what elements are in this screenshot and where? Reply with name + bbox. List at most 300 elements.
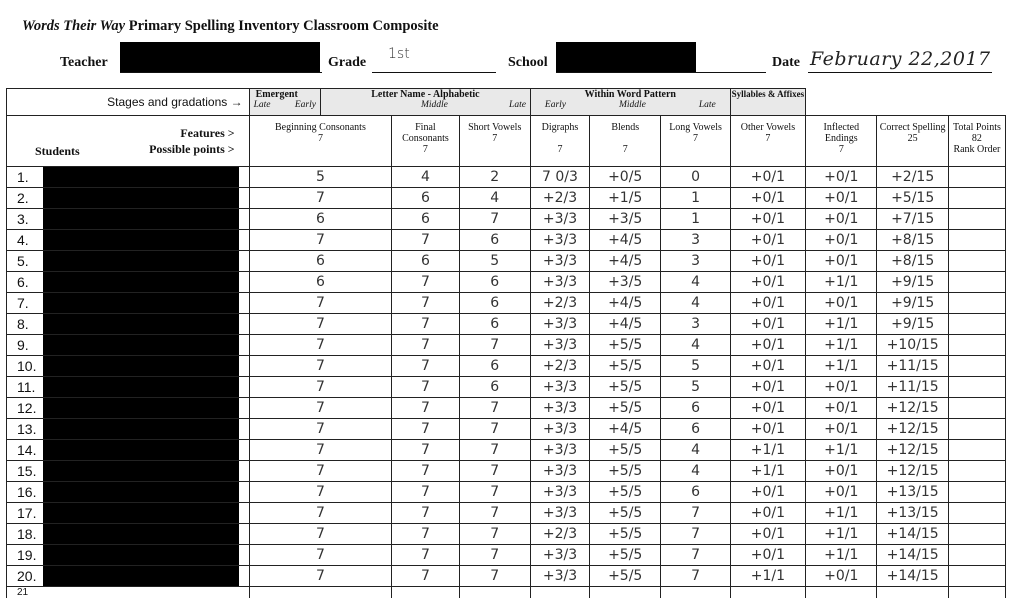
cell-final-consonants: 7: [392, 566, 459, 587]
cell-correct-spelling: +14/15: [877, 545, 948, 566]
cell-correct-spelling: +9/15: [877, 314, 948, 335]
date-value: February 22,2017: [810, 48, 991, 70]
cell-long-vowels: 6: [661, 419, 730, 440]
cell-final-consonants: 7: [392, 377, 459, 398]
cell-blends: +0/5: [590, 167, 661, 188]
row-number: [7, 188, 250, 209]
table-row: [7, 167, 1006, 188]
cell-digraphs: +3/3: [530, 314, 589, 335]
cell-final-consonants: 7: [392, 524, 459, 545]
cell-correct-spelling: +12/15: [877, 440, 948, 461]
cell-short-vowels: 7: [459, 398, 530, 419]
cell-total-points: [948, 398, 1005, 419]
cell-correct-spelling: +9/15: [877, 272, 948, 293]
cell-inflected-endings: +1/1: [806, 545, 877, 566]
row-number-label: 1.: [17, 169, 29, 185]
cell-digraphs: +3/3: [530, 419, 589, 440]
row-number: [7, 440, 250, 461]
feature-final-consonants: Final Consonants 7: [392, 116, 459, 167]
cell-long-vowels: 3: [661, 314, 730, 335]
cell-other-vowels: +0/1: [730, 356, 805, 377]
cell-final-consonants: 7: [392, 503, 459, 524]
cell-total-points: [948, 251, 1005, 272]
school-line: [556, 72, 766, 73]
student-name-redaction: [43, 482, 239, 502]
row-number: [7, 566, 250, 587]
cell-short-vowels: 6: [459, 377, 530, 398]
row-number-label: 13.: [17, 421, 37, 437]
cell-inflected-endings: +0/1: [806, 461, 877, 482]
table-row: [7, 293, 1006, 314]
cell-inflected-endings: +0/1: [806, 482, 877, 503]
stage-within-word: Within Word Pattern Early Middle Late: [530, 89, 730, 116]
table-row: [7, 272, 1006, 293]
cell-blends: +5/5: [590, 356, 661, 377]
gradation: Early: [544, 100, 567, 110]
cell-correct-spelling: +5/15: [877, 188, 948, 209]
table-row: [7, 419, 1006, 440]
table-row: [7, 209, 1006, 230]
grade-value: 1st: [388, 46, 410, 62]
cell-beginning-consonants: 7: [249, 377, 392, 398]
school-redaction: [556, 42, 696, 72]
cell-other-vowels: +1/1: [730, 461, 805, 482]
student-name-redaction: [43, 293, 239, 313]
cell-total-points: [948, 524, 1005, 545]
cell-blends: +5/5: [590, 377, 661, 398]
cell-other-vowels: +0/1: [730, 377, 805, 398]
cell-total-points: [948, 545, 1005, 566]
cell-short-vowels: 7: [459, 545, 530, 566]
table-row: [7, 188, 1006, 209]
cell-correct-spelling: +11/15: [877, 377, 948, 398]
cell-beginning-consonants: 7: [249, 314, 392, 335]
cell-inflected-endings: +1/1: [806, 272, 877, 293]
cell-blends: +5/5: [590, 398, 661, 419]
row-number: [7, 230, 250, 251]
cell-other-vowels: +0/1: [730, 272, 805, 293]
cell-short-vowels: 7: [459, 440, 530, 461]
student-name-redaction: [43, 524, 239, 544]
row-number: 21: [7, 587, 250, 599]
feature-blends: Blends 7: [590, 116, 661, 167]
table-row: [7, 440, 1006, 461]
student-name-redaction: [43, 419, 239, 439]
cell-blends: +5/5: [590, 524, 661, 545]
stages-label: Stages and gradations →: [7, 89, 250, 116]
table-row: [7, 230, 1006, 251]
row-number: [7, 272, 250, 293]
cell-final-consonants: 7: [392, 293, 459, 314]
possible-points-label: Possible points >: [149, 142, 235, 156]
cell-long-vowels: 3: [661, 251, 730, 272]
composite-table: [6, 88, 1006, 598]
cell-beginning-consonants: 7: [249, 482, 392, 503]
cell-inflected-endings: +0/1: [806, 419, 877, 440]
student-name-redaction: [43, 461, 239, 481]
cell-final-consonants: 7: [392, 272, 459, 293]
cell-other-vowels: +0/1: [730, 167, 805, 188]
stage-emergent: Emergent Late Early: [249, 89, 320, 116]
student-name-redaction: [43, 398, 239, 418]
cell-digraphs: +2/3: [530, 188, 589, 209]
cell-short-vowels: 5: [459, 251, 530, 272]
cell-correct-spelling: +13/15: [877, 482, 948, 503]
cell-beginning-consonants: 6: [249, 272, 392, 293]
row-number-label: 3.: [17, 211, 29, 227]
cell-correct-spelling: +10/15: [877, 335, 948, 356]
cell-inflected-endings: +0/1: [806, 251, 877, 272]
cell-correct-spelling: +11/15: [877, 356, 948, 377]
cell-beginning-consonants: 7: [249, 461, 392, 482]
cell-beginning-consonants: 7: [249, 440, 392, 461]
cell-beginning-consonants: 7: [249, 566, 392, 587]
cell-beginning-consonants: 6: [249, 209, 392, 230]
cell-short-vowels: 6: [459, 230, 530, 251]
cell-other-vowels: +0/1: [730, 503, 805, 524]
cell-long-vowels: 7: [661, 545, 730, 566]
teacher-line: [120, 72, 322, 73]
cell-beginning-consonants: 5: [249, 167, 392, 188]
cell-inflected-endings: +0/1: [806, 377, 877, 398]
cell-short-vowels: 4: [459, 188, 530, 209]
cell-digraphs: +3/3: [530, 230, 589, 251]
cell-beginning-consonants: 7: [249, 398, 392, 419]
document-title: [22, 18, 439, 35]
cell-short-vowels: 7: [459, 419, 530, 440]
stages-row: [7, 89, 1006, 116]
student-name-redaction: [43, 314, 239, 334]
cell-correct-spelling: +8/15: [877, 251, 948, 272]
date-line: [808, 72, 992, 73]
cell-blends: +4/5: [590, 230, 661, 251]
student-name-redaction: [43, 356, 239, 376]
student-name-redaction: [43, 503, 239, 523]
cell-total-points: [948, 461, 1005, 482]
cell-long-vowels: 5: [661, 356, 730, 377]
row-number-label: 5.: [17, 253, 29, 269]
cell-total-points: [948, 314, 1005, 335]
student-name-redaction: [43, 377, 239, 397]
student-name-redaction: [43, 230, 239, 250]
cell-correct-spelling: +2/15: [877, 167, 948, 188]
cell-inflected-endings: +0/1: [806, 167, 877, 188]
gradation: Middle: [618, 100, 646, 110]
cell-long-vowels: 1: [661, 209, 730, 230]
cell-blends: +5/5: [590, 503, 661, 524]
cell-other-vowels: +0/1: [730, 188, 805, 209]
cell-other-vowels: +0/1: [730, 545, 805, 566]
row-number-label: 14.: [17, 442, 37, 458]
cell-inflected-endings: +1/1: [806, 314, 877, 335]
table-row: [7, 335, 1006, 356]
cell-total-points: [948, 188, 1005, 209]
cell-final-consonants: 6: [392, 251, 459, 272]
row-number-label: 12.: [17, 400, 37, 416]
cell-digraphs: +3/3: [530, 272, 589, 293]
cell-digraphs: +3/3: [530, 377, 589, 398]
cell-other-vowels: +0/1: [730, 293, 805, 314]
date-label: Date: [772, 55, 800, 70]
cell-short-vowels: 6: [459, 272, 530, 293]
row-number: [7, 335, 250, 356]
student-name-redaction: [43, 272, 239, 292]
cell-digraphs: +3/3: [530, 251, 589, 272]
table-row: [7, 545, 1006, 566]
cell-other-vowels: +0/1: [730, 314, 805, 335]
cell-long-vowels: 4: [661, 440, 730, 461]
cell-beginning-consonants: 7: [249, 356, 392, 377]
cell-other-vowels: +0/1: [730, 209, 805, 230]
cell-digraphs: 7 0/3: [530, 167, 589, 188]
row-number: [7, 482, 250, 503]
row-number-label: 17.: [17, 505, 37, 521]
cell-final-consonants: 7: [392, 335, 459, 356]
grade-line: [372, 72, 496, 73]
cell-long-vowels: 4: [661, 293, 730, 314]
cell-beginning-consonants: 7: [249, 293, 392, 314]
student-name-redaction: [43, 167, 239, 187]
cell-other-vowels: +0/1: [730, 251, 805, 272]
cell-short-vowels: 6: [459, 356, 530, 377]
student-name-redaction: [43, 545, 239, 565]
cell-total-points: [948, 566, 1005, 587]
cell-total-points: [948, 503, 1005, 524]
features-header-cell: [7, 116, 250, 167]
cell-correct-spelling: +12/15: [877, 398, 948, 419]
cell-total-points: [948, 293, 1005, 314]
table-row: [7, 524, 1006, 545]
teacher-redaction: [120, 42, 320, 72]
cell-total-points: [948, 167, 1005, 188]
cell-beginning-consonants: 7: [249, 419, 392, 440]
cell-long-vowels: 7: [661, 524, 730, 545]
cell-short-vowels: 7: [459, 461, 530, 482]
cell-long-vowels: 4: [661, 461, 730, 482]
cell-long-vowels: 4: [661, 335, 730, 356]
cell-inflected-endings: +1/1: [806, 356, 877, 377]
row-number-label: 19.: [17, 547, 37, 563]
cell-correct-spelling: +14/15: [877, 524, 948, 545]
cell-blends: +4/5: [590, 314, 661, 335]
cell-long-vowels: 1: [661, 188, 730, 209]
cell-digraphs: +3/3: [530, 503, 589, 524]
row-number: [7, 377, 250, 398]
row-number-label: 15.: [17, 463, 37, 479]
cell-digraphs: +3/3: [530, 566, 589, 587]
cell-total-points: [948, 272, 1005, 293]
row-number-label: 16.: [17, 484, 37, 500]
cell-final-consonants: 7: [392, 314, 459, 335]
cell-digraphs: +3/3: [530, 482, 589, 503]
table-row: [7, 566, 1006, 587]
cell-short-vowels: 7: [459, 524, 530, 545]
student-name-redaction: [43, 188, 239, 208]
cell-digraphs: +2/3: [530, 356, 589, 377]
school-label: School: [508, 55, 548, 70]
cell-other-vowels: +0/1: [730, 482, 805, 503]
cell-correct-spelling: +12/15: [877, 461, 948, 482]
student-name-redaction: [43, 209, 239, 229]
cell-beginning-consonants: 7: [249, 188, 392, 209]
student-name-redaction: [43, 251, 239, 271]
cell-correct-spelling: +13/15: [877, 503, 948, 524]
cell-beginning-consonants: 7: [249, 545, 392, 566]
cell-inflected-endings: +0/1: [806, 398, 877, 419]
feature-correct-spelling: Correct Spelling 25: [877, 116, 948, 167]
cell-blends: +1/5: [590, 188, 661, 209]
students-label: Students: [35, 144, 80, 158]
stage-syllables: Syllables & Affixes: [730, 89, 805, 116]
table-row: [7, 398, 1006, 419]
cell-long-vowels: 5: [661, 377, 730, 398]
cell-correct-spelling: +7/15: [877, 209, 948, 230]
table-row: [7, 482, 1006, 503]
cell-inflected-endings: +1/1: [806, 335, 877, 356]
gradation: Late: [509, 100, 526, 110]
table-row: [7, 356, 1006, 377]
row-number-label: 11.: [17, 379, 36, 395]
cell-blends: +5/5: [590, 335, 661, 356]
cell-inflected-endings: +1/1: [806, 503, 877, 524]
gradation: Middle: [420, 100, 448, 110]
cell-beginning-consonants: 7: [249, 503, 392, 524]
cell-correct-spelling: +14/15: [877, 566, 948, 587]
table-row: [7, 503, 1006, 524]
row-number-label: 7.: [17, 295, 29, 311]
cell-total-points: [948, 419, 1005, 440]
cell-digraphs: +3/3: [530, 335, 589, 356]
cell-blends: +5/5: [590, 461, 661, 482]
cell-blends: +4/5: [590, 419, 661, 440]
cell-blends: +3/5: [590, 272, 661, 293]
row-number: [7, 398, 250, 419]
cell-blends: +5/5: [590, 440, 661, 461]
cell-short-vowels: 7: [459, 566, 530, 587]
cell-other-vowels: +0/1: [730, 419, 805, 440]
cell-inflected-endings: +0/1: [806, 188, 877, 209]
cell-other-vowels: +1/1: [730, 566, 805, 587]
cell-correct-spelling: +8/15: [877, 230, 948, 251]
cell-total-points: [948, 356, 1005, 377]
student-name-redaction: [43, 335, 239, 355]
cell-total-points: [948, 209, 1005, 230]
cell-blends: +4/5: [590, 293, 661, 314]
feature-beginning-consonants: Beginning Consonants 7: [249, 116, 392, 167]
cell-other-vowels: +1/1: [730, 440, 805, 461]
stage-letter-name: Letter Name - Alphabetic Middle Late: [320, 89, 530, 116]
cell-inflected-endings: +1/1: [806, 440, 877, 461]
cell-final-consonants: 4: [392, 167, 459, 188]
row-number-label: 4.: [17, 232, 29, 248]
row-number-label: 20.: [17, 568, 37, 584]
row-number-label: 8.: [17, 316, 29, 332]
cell-final-consonants: 7: [392, 398, 459, 419]
table-row: [7, 461, 1006, 482]
row-number: [7, 419, 250, 440]
cell-blends: +5/5: [590, 566, 661, 587]
row-number: [7, 209, 250, 230]
row-number: [7, 167, 250, 188]
title-rest: Primary Spelling Inventory Classroom Composite: [128, 18, 439, 34]
cell-inflected-endings: +0/1: [806, 230, 877, 251]
cell-other-vowels: +0/1: [730, 398, 805, 419]
row-number-label: 9.: [17, 337, 29, 353]
cell-digraphs: +3/3: [530, 398, 589, 419]
row-number-label: 18.: [17, 526, 37, 542]
cell-digraphs: +3/3: [530, 545, 589, 566]
table-row: [7, 314, 1006, 335]
cell-correct-spelling: +9/15: [877, 293, 948, 314]
cell-digraphs: +3/3: [530, 440, 589, 461]
cell-final-consonants: 6: [392, 209, 459, 230]
cell-long-vowels: 4: [661, 272, 730, 293]
table-row-partial: [7, 587, 1006, 599]
cell-inflected-endings: +0/1: [806, 566, 877, 587]
cell-short-vowels: 7: [459, 209, 530, 230]
row-number-label: 6.: [17, 274, 29, 290]
cell-inflected-endings: +1/1: [806, 524, 877, 545]
cell-beginning-consonants: 6: [249, 251, 392, 272]
row-number: [7, 524, 250, 545]
student-name-redaction: [43, 440, 239, 460]
cell-beginning-consonants: 7: [249, 335, 392, 356]
cell-digraphs: +2/3: [530, 524, 589, 545]
gradation: Late: [698, 100, 716, 110]
row-number: [7, 503, 250, 524]
cell-short-vowels: 6: [459, 293, 530, 314]
cell-final-consonants: 6: [392, 188, 459, 209]
feature-digraphs: Digraphs 7: [530, 116, 589, 167]
feature-inflected-endings: Inflected Endings 7: [806, 116, 877, 167]
features-label: Features >: [180, 126, 235, 140]
teacher-label: Teacher: [60, 55, 108, 70]
table-row: [7, 251, 1006, 272]
gradation: Late: [253, 100, 271, 110]
cell-total-points: [948, 230, 1005, 251]
cell-blends: +5/5: [590, 545, 661, 566]
student-name-redaction: [43, 566, 239, 586]
cell-final-consonants: 7: [392, 545, 459, 566]
feature-total-points: Total Points 82 Rank Order: [948, 116, 1005, 167]
cell-long-vowels: 6: [661, 482, 730, 503]
row-number: [7, 314, 250, 335]
cell-digraphs: +3/3: [530, 461, 589, 482]
cell-final-consonants: 7: [392, 461, 459, 482]
cell-beginning-consonants: 7: [249, 524, 392, 545]
cell-inflected-endings: +0/1: [806, 209, 877, 230]
feature-short-vowels: Short Vowels 7: [459, 116, 530, 167]
table-row: [7, 377, 1006, 398]
title-italic: Words Their Way: [22, 18, 126, 34]
cell-long-vowels: 0: [661, 167, 730, 188]
cell-long-vowels: 6: [661, 398, 730, 419]
row-number: [7, 461, 250, 482]
cell-digraphs: +2/3: [530, 293, 589, 314]
row-number-label: 10.: [17, 358, 37, 374]
feature-other-vowels: Other Vowels 7: [730, 116, 805, 167]
cell-final-consonants: 7: [392, 440, 459, 461]
cell-total-points: [948, 377, 1005, 398]
cell-other-vowels: +0/1: [730, 524, 805, 545]
student-rows: [7, 167, 1006, 587]
feature-long-vowels: Long Vowels 7: [661, 116, 730, 167]
row-number: [7, 251, 250, 272]
features-row: [7, 116, 1006, 167]
cell-other-vowels: +0/1: [730, 335, 805, 356]
cell-short-vowels: 7: [459, 503, 530, 524]
row-number: [7, 356, 250, 377]
